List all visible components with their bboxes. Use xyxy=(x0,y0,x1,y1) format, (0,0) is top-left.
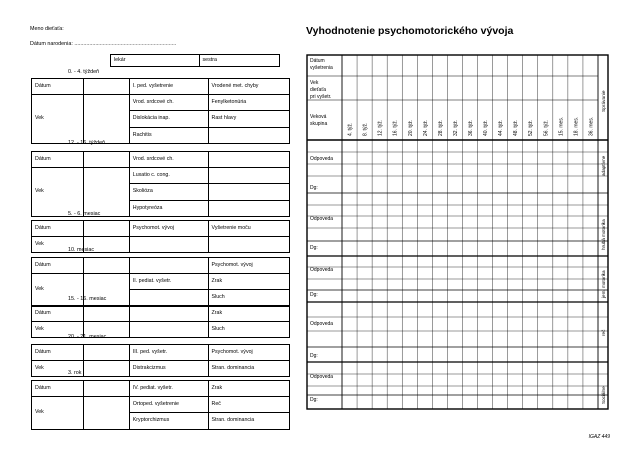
table-cell: Dátum xyxy=(32,306,84,322)
table-cell: Vrodené met. chyby xyxy=(208,79,290,95)
table-cell: Stran. dominancia xyxy=(208,413,290,429)
section-title: 20. - 21. mesiac xyxy=(68,334,107,340)
table-cell: Fenylketonúria xyxy=(208,95,290,111)
response-label: Odpoveda xyxy=(310,216,334,222)
age-label-cell: Vek xyxy=(32,274,84,306)
table-cell: Dátum xyxy=(32,221,84,237)
table-cell: Vek xyxy=(32,237,84,253)
diagnosis-label: Dg: xyxy=(310,397,318,403)
diagnosis-label: Dg: xyxy=(310,292,318,298)
age-group-label: 4. týž. xyxy=(347,122,354,136)
age-group-label: 15. mes. xyxy=(558,116,565,136)
side-label: jem. motorika xyxy=(601,270,606,298)
table-cell: Reč xyxy=(208,397,290,413)
response-label: Odpoveda xyxy=(310,374,334,380)
table-cell: Psychomot. vývoj xyxy=(208,345,290,361)
side-label: adaptívne xyxy=(601,155,606,176)
grid-label: skupina xyxy=(310,121,328,127)
grid-label: Veková xyxy=(310,114,327,120)
table-cell: Dátum xyxy=(32,79,84,95)
table-cell: Distrakcizmus xyxy=(129,361,208,377)
table-cell: Vyšetrenie moču xyxy=(208,221,290,237)
side-label: Sociálne xyxy=(601,386,606,404)
response-label: Odpoveda xyxy=(310,156,334,162)
table-cell: Rachitis xyxy=(129,127,208,143)
response-label: Odpoveda xyxy=(310,321,334,327)
grid-label: pri vyšetr. xyxy=(310,94,332,100)
side-label: hrubá motorika xyxy=(601,219,606,250)
age-group-label: 48. týž. xyxy=(513,119,520,136)
side-label: Správanie xyxy=(602,90,607,112)
table-cell: Psychomot. vývoj xyxy=(208,258,290,274)
table-cell: II. pediat. vyšetr. xyxy=(129,274,208,290)
table-cell: Vrod. srdcové ch. xyxy=(129,95,208,111)
section-title: 12. - 16. týždeň xyxy=(68,140,106,146)
table-cell: Vek xyxy=(32,322,84,338)
age-group-label: 28. týž. xyxy=(437,119,444,136)
table-cell: Vrod. srdcové ch. xyxy=(129,152,208,168)
age-group-label: 52. týž. xyxy=(528,119,535,136)
diagnosis-label: Dg: xyxy=(310,245,318,251)
diagnosis-label: Dg: xyxy=(310,185,318,191)
age-group-label: 56. týž. xyxy=(543,119,550,136)
section-title: 15. - 16. mesiac xyxy=(68,296,107,302)
age-group-label: 12. týž. xyxy=(377,119,384,136)
table-cell: Zrak xyxy=(208,274,290,290)
nurse-label: sestra xyxy=(199,55,280,67)
table-cell: Skolióza xyxy=(129,184,208,200)
table-cell: Hypotyreóza xyxy=(129,200,208,216)
grid-label: dieťaťa xyxy=(310,87,326,93)
table-cell: Rast hlavy xyxy=(208,111,290,127)
age-group-label: 40. týž. xyxy=(483,119,490,136)
table-cell: Ortoped. vyšetrenie xyxy=(129,397,208,413)
table-cell: Kryptorchizmus xyxy=(129,413,208,429)
grid-label: Vek xyxy=(310,80,319,86)
section-title: 5. - 6. mesiac xyxy=(68,211,101,217)
table-cell: Luxatio c. cong. xyxy=(129,168,208,184)
table-cell: III. ped. vyšetr. xyxy=(129,345,208,361)
table-cell: Zrak xyxy=(208,381,290,397)
section-title: 0. - 4. týždeň xyxy=(68,69,100,75)
table-cell: Vek xyxy=(32,361,84,377)
age-group-label: 8. týž. xyxy=(362,122,369,136)
age-group-label: 44. týž. xyxy=(498,119,505,136)
doctor-label: lekár xyxy=(111,55,200,67)
section-title: 3. rok xyxy=(68,370,82,376)
age-label-cell: Vek xyxy=(32,397,84,429)
age-group-label: 20. týž. xyxy=(407,119,414,136)
diagnosis-label: Dg: xyxy=(310,353,318,359)
grid-border xyxy=(307,55,608,409)
age-label-cell: Vek xyxy=(32,168,84,217)
table-cell: I. ped. vyšetrenie xyxy=(129,79,208,95)
table-cell: Dátum xyxy=(32,381,84,397)
age-group-label: 36. mes. xyxy=(588,116,595,136)
table-cell: IV. pediat. vyšetr. xyxy=(129,381,208,397)
table-cell: Stran. dominancia xyxy=(208,361,290,377)
age-group-label: 36. týž. xyxy=(468,119,474,136)
age-group-label: 16. týž. xyxy=(392,119,399,136)
section-title: 10. mesiac xyxy=(68,247,95,253)
table-cell: Dátum xyxy=(32,152,84,168)
response-label: Odpoveda xyxy=(310,267,334,273)
form-code: IGAZ 449 xyxy=(588,434,610,440)
age-label-cell: Vek xyxy=(32,95,84,144)
child-name-label: Meno dieťaťa: xyxy=(30,26,64,32)
table-cell: Sluch xyxy=(208,290,290,306)
table-cell: Psychomot. vývoj xyxy=(129,221,208,237)
age-group-label: 18. mes. xyxy=(573,116,580,136)
table-cell: Dislokácia inap. xyxy=(129,111,208,127)
birth-date-label: Dátum narodenia: .................................................................... xyxy=(30,41,177,47)
table-cell: Dátum xyxy=(32,258,84,274)
table-cell: Dátum xyxy=(32,345,84,361)
table-cell: Zrak xyxy=(208,306,290,322)
age-group-label: 32. týž. xyxy=(452,119,459,136)
grid-label: Dátum xyxy=(310,58,325,64)
table-cell: Sluch xyxy=(208,322,290,338)
side-label: reč xyxy=(601,329,606,336)
grid-label: vyšetrenia xyxy=(310,65,333,71)
age-group-label: 24. týž. xyxy=(422,119,429,136)
page-title: Vyhodnotenie psychomotorického vývoja xyxy=(306,25,514,37)
